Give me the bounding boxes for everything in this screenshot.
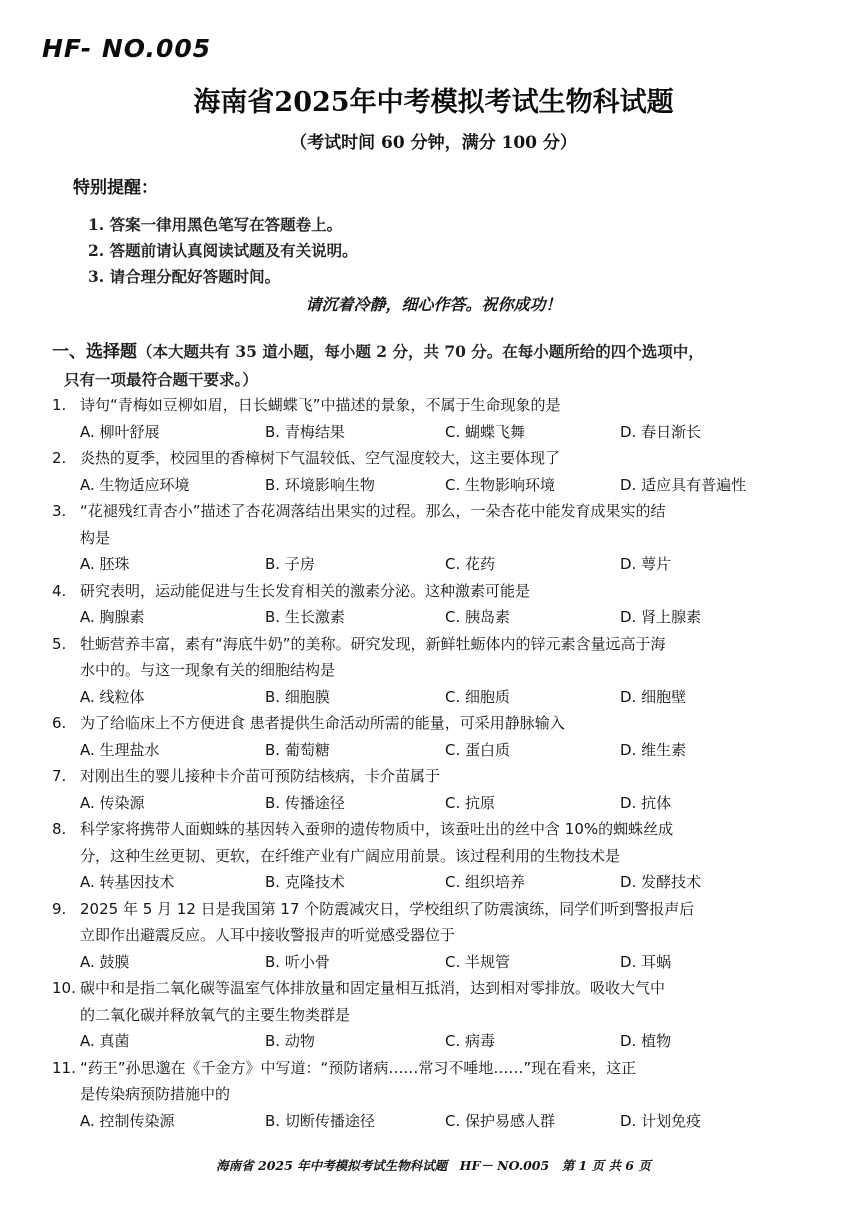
question-stem [52, 816, 822, 869]
motto: 请沉着冷静，细心作答。祝你成功！ [305, 295, 562, 314]
question-stem [52, 445, 822, 472]
question-text: 研究表明，运动能促进与生长发育相关的激素分泌。这种激素可能是 [80, 581, 531, 600]
question-item [52, 578, 822, 631]
question-text: 碳中和是指二氧化碳等温室气体排放量和固定量相互抵消，达到相对零排放。吸收大气中 [80, 979, 666, 997]
question-number: 7. [52, 767, 67, 785]
question-stem [52, 763, 822, 790]
answer-option: B. 葡萄糖 [265, 740, 330, 759]
answer-options [52, 949, 822, 976]
answer-option: D. 耳蜗 [620, 952, 672, 971]
answer-option: B. 细胞膜 [265, 687, 330, 706]
question-stem [52, 392, 822, 419]
question-text: 立即作出避震反应。人耳中接收警报声的听觉感受器位于 [80, 926, 456, 944]
question-item [52, 631, 822, 711]
answer-option: C. 组织培养 [445, 873, 526, 891]
section-description: （本大题共有 35 道小题，每小题 2 分，共 70 分。在每小题所给的四个选项中， [137, 342, 704, 361]
question-stem [52, 1055, 822, 1108]
answer-option: C. 胰岛素 [445, 608, 511, 626]
answer-option: D. 细胞壁 [620, 687, 687, 706]
question-item [52, 392, 822, 445]
answer-option: B. 动物 [265, 1032, 315, 1050]
answer-option: B. 生长激素 [265, 608, 345, 626]
question-text: 诗句“青梅如豆柳如眉，日长蝴蝶飞”中描述的景象，不属于生命现象的是 [80, 396, 561, 414]
question-text: 水中的。与这一现象有关的细胞结构是 [80, 661, 336, 679]
question-text: 构是 [80, 528, 111, 547]
section-description-cont: 只有一项最符合题干要求。） [64, 370, 258, 389]
answer-options [52, 684, 822, 711]
answer-option: B. 环境影响生物 [265, 475, 375, 494]
question-stem [52, 710, 822, 737]
answer-option: D. 萼片 [620, 555, 672, 573]
answer-option: C. 蛋白质 [445, 740, 511, 759]
answer-option: D. 植物 [620, 1032, 672, 1050]
notice-heading: 特别提醒： [73, 178, 158, 198]
answer-options [52, 737, 822, 764]
section-title: 一、选择题 [52, 342, 137, 362]
answer-option: D. 春日渐长 [620, 422, 702, 441]
question-stem [52, 631, 822, 684]
question-text: “药王”孙思邈在《千金方》中写道：“预防诸病……常习不唾地……”现在看来，这正 [80, 1058, 637, 1077]
answer-option: A. 胸腺素 [80, 608, 145, 626]
answer-option: C. 病毒 [445, 1032, 496, 1050]
question-number: 8. [52, 820, 67, 838]
question-text: “花褪残红青杏小”描述了杏花凋落结出果实的过程。那么，一朵杏花中能发育成果实的结 [80, 502, 666, 520]
question-text: 牡蛎营养丰富，素有“海底牛奶”的美称。研究发现，新鲜牡蛎体内的锌元素含量远高于海 [80, 634, 666, 653]
answer-option: A. 线粒体 [80, 687, 145, 706]
answer-option: B. 传播途径 [265, 793, 345, 812]
answer-option: D. 适应具有普遍性 [620, 475, 747, 494]
section-header [52, 338, 792, 394]
notice-item: 3. 请合理分配好答题时间。 [88, 267, 281, 286]
question-text: 为了给临床上不方便进食 患者提供生命活动所需的能量，可采用静脉输入 [80, 714, 565, 732]
question-stem [52, 498, 822, 551]
question-number: 1. [52, 396, 67, 414]
question-number: 2. [52, 449, 67, 467]
answer-options [52, 869, 822, 896]
answer-option: A. 传染源 [80, 793, 145, 812]
answer-option: C. 保护易感人群 [445, 1111, 556, 1130]
answer-option: B. 切断传播途径 [265, 1111, 375, 1130]
answer-option: A. 胚珠 [80, 555, 130, 573]
question-text: 的二氧化碳并释放氧气的主要生物类群是 [80, 1005, 351, 1024]
notice-list [88, 212, 358, 290]
question-text: 对刚出生的婴儿接种卡介苗可预防结核病，卡介苗属于 [80, 767, 441, 785]
answer-option: C. 细胞质 [445, 687, 511, 706]
answer-options [52, 1108, 822, 1135]
question-item [52, 763, 822, 816]
notice-item: 2. 答题前请认真阅读试题及有关说明。 [88, 241, 358, 260]
question-number: 6. [52, 714, 67, 732]
question-text: 是传染病预防措施中的 [80, 1085, 231, 1103]
answer-options [52, 1028, 822, 1055]
answer-option: D. 肾上腺素 [620, 608, 702, 626]
answer-option: A. 控制传染源 [80, 1111, 175, 1130]
question-number: 5. [52, 634, 67, 653]
question-item [52, 710, 822, 763]
question-item [52, 896, 822, 976]
question-text: 炎热的夏季，校园里的香樟树下气温较低、空气湿度较大，这主要体现了 [80, 449, 561, 467]
answer-options [52, 790, 822, 817]
answer-options [52, 604, 822, 631]
question-item [52, 498, 822, 578]
answer-option: B. 克隆技术 [265, 873, 345, 891]
notice-item: 1. 答案一律用黑色笔写在答题卷上。 [88, 215, 343, 234]
question-list [52, 392, 822, 1134]
answer-option: D. 计划免疫 [620, 1111, 702, 1130]
answer-option: D. 维生素 [620, 740, 687, 759]
answer-option: C. 半规管 [445, 952, 511, 971]
answer-option: B. 听小骨 [265, 952, 330, 971]
answer-option: A. 转基因技术 [80, 873, 175, 891]
question-number: 3. [52, 502, 67, 520]
page-footer: 海南省 2025 年中考模拟考试生物科试题 HF－ NO.005 第 1 页 共 6 页 [216, 1158, 651, 1173]
question-stem [52, 578, 822, 605]
question-text: 分，这种生丝更韧、更软，在纤维产业有广阔应用前景。该过程利用的生物技术是 [80, 846, 621, 865]
question-item [52, 1055, 822, 1135]
question-text: 科学家将携带人面蜘蛛的基因转入蚕卵的遗传物质中，该蚕吐出的丝中含 10%的蜘蛛丝成 [80, 820, 674, 838]
answer-options [52, 551, 822, 578]
question-stem [52, 896, 822, 949]
answer-option: A. 真菌 [80, 1032, 130, 1050]
answer-option: A. 生理盐水 [80, 740, 160, 759]
answer-option: A. 生物适应环境 [80, 475, 190, 494]
question-stem [52, 975, 822, 1028]
question-number: 4. [52, 581, 67, 600]
question-text: 2025 年 5 月 12 日是我国第 17 个防震减灾日，学校组织了防震演练，同学们听到警报声后 [80, 899, 695, 918]
question-number: 9. [52, 899, 67, 918]
answer-option: A. 柳叶舒展 [80, 422, 160, 441]
exam-duration-note: （考试时间 60 分钟，满分 100 分） [290, 133, 577, 153]
answer-option: C. 抗原 [445, 793, 496, 812]
answer-options [52, 472, 822, 499]
answer-option: D. 抗体 [620, 793, 672, 812]
answer-option: D. 发酵技术 [620, 873, 702, 891]
answer-option: B. 子房 [265, 555, 315, 573]
question-item [52, 445, 822, 498]
answer-option: C. 蝴蝶飞舞 [445, 422, 526, 441]
answer-option: A. 鼓膜 [80, 952, 130, 971]
answer-options [52, 419, 822, 446]
question-item [52, 816, 822, 896]
page-title: 海南省2025年中考模拟考试生物科试题 [193, 87, 674, 118]
document-id: HF- NO.005 [42, 34, 212, 63]
question-number: 11. [52, 1058, 76, 1077]
question-number: 10. [52, 979, 76, 997]
answer-option: B. 青梅结果 [265, 422, 345, 441]
answer-option: C. 花药 [445, 555, 496, 573]
question-item [52, 975, 822, 1055]
answer-option: C. 生物影响环境 [445, 475, 556, 494]
